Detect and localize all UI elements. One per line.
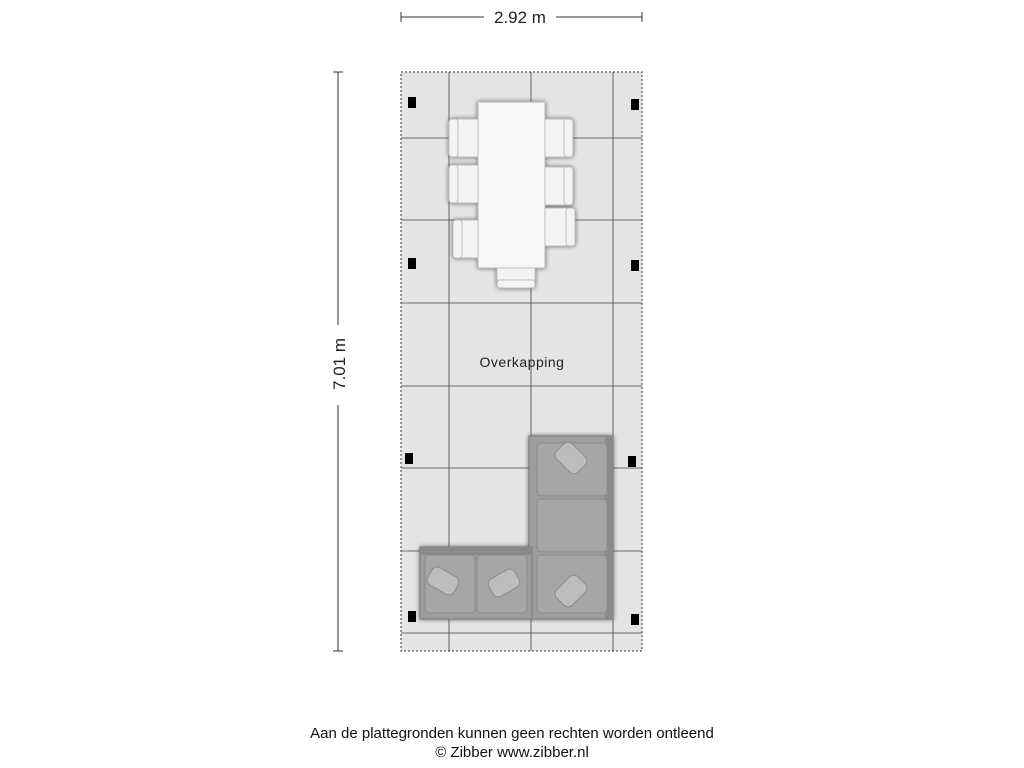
width-dimension (401, 8, 642, 27)
post (408, 258, 416, 269)
dining-table (478, 102, 545, 268)
post (408, 97, 416, 108)
room-label: Overkapping (479, 354, 565, 370)
post (405, 453, 413, 464)
copyright-text: © Zibber www.zibber.nl (435, 744, 589, 761)
disclaimer-text: Aan de plattegronden kunnen geen rechten worden ontleend (310, 725, 714, 742)
height-dimension (330, 72, 349, 651)
width-label: 2.92 m (494, 8, 546, 27)
height-label: 7.01 m (330, 338, 349, 390)
chair (449, 165, 482, 203)
chair (449, 119, 482, 157)
post (631, 260, 639, 271)
post (631, 614, 639, 625)
post (408, 611, 416, 622)
chair (542, 208, 575, 246)
post (628, 456, 636, 467)
post (631, 99, 639, 110)
